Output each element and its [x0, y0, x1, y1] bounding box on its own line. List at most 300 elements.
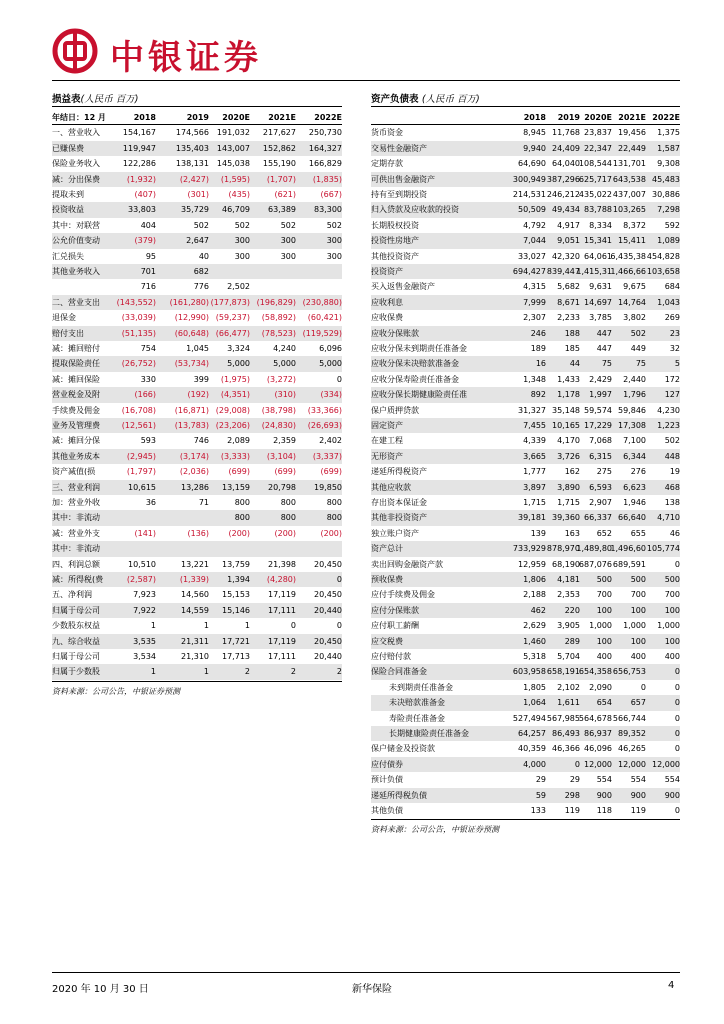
income-row-value: (161,280) [169, 297, 209, 307]
balance-row-value: 3,665 [523, 451, 546, 461]
balance-row-value: 139 [530, 528, 546, 538]
footer-divider [52, 972, 680, 973]
balance-table-row [371, 264, 680, 279]
balance-row-value: 83,788 [584, 205, 612, 215]
income-row-label: 二、营业支出 [52, 297, 100, 307]
balance-row-value: 700 [596, 590, 612, 600]
balance-row-value: 1,489,80 [576, 544, 612, 554]
balance-row-value: 7,068 [589, 436, 612, 446]
balance-table-row [371, 680, 680, 695]
balance-table-row [371, 541, 680, 556]
balance-row-value: 15,411 [618, 236, 646, 246]
income-row-label: 减：所得税(费 [52, 575, 104, 584]
balance-row-value: 566,744 [612, 713, 646, 723]
balance-table-row [371, 649, 680, 664]
income-row-value: 502 [326, 220, 342, 230]
income-row-value: 2 [290, 667, 296, 677]
income-source-note: 资料来源：公司公告，中银证券预测 [52, 686, 180, 696]
balance-table-row [371, 464, 680, 479]
balance-row-value: 447 [596, 344, 612, 353]
balance-row-value: 3,802 [623, 313, 646, 323]
balance-table-row [371, 187, 680, 202]
balance-row-value: 684 [664, 282, 680, 292]
balance-row-value: 454,828 [646, 251, 680, 261]
balance-row-value: 46,366 [552, 744, 580, 754]
balance-row-value: 689,591 [612, 559, 646, 569]
income-row-value: 152,862 [262, 143, 296, 153]
income-year-header: 2019 [186, 113, 209, 122]
income-table-row [52, 403, 342, 418]
income-row-value: (1,595) [220, 174, 250, 184]
income-row-value: 71 [198, 498, 209, 507]
balance-row-value: 500 [596, 575, 612, 584]
balance-row-value: 1,089 [657, 236, 680, 246]
income-table-row [52, 187, 342, 202]
balance-row-value: 42,320 [552, 251, 580, 261]
income-row-value: (16,871) [174, 405, 209, 415]
balance-row-value: 46,096 [584, 744, 612, 754]
income-row-value: 20,450 [314, 590, 342, 600]
income-row-value: 20,798 [268, 482, 296, 492]
income-row-label: 已赚保费 [52, 143, 84, 153]
income-row-value: 701 [140, 267, 156, 276]
balance-row-value: 162 [564, 467, 580, 477]
income-row-value: (334) [320, 390, 342, 400]
income-row-value: (51,135) [121, 328, 156, 338]
balance-row-value: 12,959 [518, 559, 546, 569]
income-row-value: (2,036) [179, 467, 209, 477]
income-row-value: 95 [145, 251, 156, 261]
balance-row-value: 500 [630, 575, 646, 584]
income-row-label: 归属于母公司 [52, 652, 100, 661]
income-row-value: 17,111 [268, 605, 296, 615]
income-row-value: 7,923 [133, 590, 156, 600]
balance-row-value: 839,447 [546, 267, 580, 276]
balance-row-value: 643,538 [612, 174, 646, 184]
balance-row-label: 应付赔付款 [371, 652, 411, 661]
income-row-label: 公允价值变动 [52, 236, 100, 246]
income-row-label: 其中：对联营 [52, 220, 100, 230]
income-table-row [52, 649, 342, 664]
income-row-value: 154,167 [122, 128, 156, 138]
income-row-value: 155,190 [262, 159, 296, 169]
income-table-row [52, 634, 342, 649]
income-row-value: (407) [134, 190, 156, 199]
balance-row-value: 86,937 [584, 729, 612, 738]
balance-row-value: 7,100 [623, 436, 646, 446]
balance-row-value: 1,587 [657, 143, 680, 153]
income-row-label: 五、净利润 [52, 590, 92, 600]
balance-row-value: 298 [564, 790, 580, 800]
balance-row-value: 2,429 [589, 374, 612, 384]
income-row-value: 5,000 [227, 359, 250, 369]
balance-row-value: 86,493 [552, 729, 580, 738]
balance-row-value: 11,768 [552, 128, 580, 138]
balance-row-label: 定期存款 [371, 159, 403, 169]
income-row-value: 135,403 [175, 143, 209, 153]
balance-table-row [371, 218, 680, 233]
income-row-value: 122,286 [122, 159, 156, 169]
income-row-value: 174,566 [175, 128, 209, 138]
income-row-value: (12,561) [121, 421, 156, 430]
balance-table-row [371, 788, 680, 803]
balance-row-label: 保户储金及投资款 [371, 744, 435, 754]
income-row-value: 164,327 [308, 143, 342, 153]
balance-row-value: 7,298 [657, 205, 680, 215]
income-row-label: 投资收益 [52, 205, 84, 215]
income-row-value: (2,945) [126, 451, 156, 461]
balance-row-value: 22,449 [618, 143, 646, 153]
balance-row-value: 1,806 [523, 575, 546, 584]
balance-row-value: 0 [574, 759, 580, 769]
balance-row-value: 32 [669, 344, 680, 353]
balance-row-value: 119 [630, 806, 646, 815]
balance-row-value: 502 [630, 328, 646, 338]
balance-row-value: 1,375 [657, 128, 680, 138]
income-row-value: (2,427) [179, 174, 209, 184]
income-row-label: 减：摊回保险 [52, 374, 100, 384]
balance-row-value: 4,000 [523, 759, 546, 769]
balance-row-value: 8,945 [523, 128, 546, 138]
balance-row-label: 长期健康险责任准备金 [389, 729, 469, 738]
income-row-value: (60,421) [307, 313, 342, 323]
income-row-value: 17,119 [268, 636, 296, 646]
income-row-value: 15,153 [222, 590, 250, 600]
balance-row-value: 189 [530, 344, 546, 353]
balance-row-value: 1,064 [523, 698, 546, 708]
balance-row-label: 其他非投资资产 [371, 513, 427, 523]
balance-row-value: 59,846 [618, 405, 646, 415]
income-row-value: (29,008) [215, 405, 250, 415]
income-row-value: 1,394 [227, 575, 250, 584]
income-row-label: 少数股东权益 [52, 621, 100, 631]
balance-row-label: 货币资金 [371, 128, 403, 138]
balance-row-value: 31,327 [518, 405, 546, 415]
income-table-row [52, 341, 342, 356]
income-row-value: 716 [140, 282, 156, 292]
income-row-value: 1 [203, 667, 209, 677]
balance-row-label: 应付分保账款 [371, 605, 419, 615]
income-row-value: 10,510 [128, 559, 156, 569]
balance-row-value: 400 [630, 652, 646, 661]
income-row-label: 其中：非流动 [52, 513, 100, 523]
income-table-row [52, 233, 342, 248]
footer-company: 新华保险 [352, 984, 392, 995]
balance-row-value: 502 [664, 436, 680, 446]
balance-row-label: 买入返售金融资产 [371, 282, 435, 292]
income-table-row [52, 172, 342, 187]
balance-row-value: 269 [664, 313, 680, 323]
balance-year-header: 2019 [557, 113, 580, 122]
income-row-value: 746 [193, 436, 209, 446]
income-row-label: 提取保险责任 [52, 359, 100, 369]
income-row-value: 14,559 [181, 605, 209, 615]
balance-row-value: 220 [564, 605, 580, 615]
balance-row-value: 131,701 [612, 159, 646, 169]
income-row-value: 300 [280, 251, 296, 261]
balance-row-value: 1,000 [623, 621, 646, 631]
income-row-value: (200) [228, 528, 250, 538]
income-title-rule [52, 106, 342, 107]
income-table-row [52, 295, 342, 310]
income-table-row [52, 418, 342, 433]
balance-row-value: 700 [664, 590, 680, 600]
balance-row-label: 应付债券 [371, 759, 403, 769]
balance-table-row [371, 295, 680, 310]
balance-row-value: 6,623 [623, 482, 646, 492]
income-row-value: (166) [134, 390, 156, 400]
income-row-value: 6,096 [319, 344, 342, 353]
balance-row-value: 0 [674, 729, 680, 738]
income-row-value: 35,729 [181, 205, 209, 215]
balance-table-row [371, 618, 680, 633]
balance-table-row [371, 741, 680, 756]
balance-row-value: 16 [535, 359, 546, 369]
balance-row-value: 1,777 [523, 467, 546, 477]
balance-row-value: 527,494 [512, 713, 546, 723]
balance-row-value: 46,265 [618, 744, 646, 754]
balance-row-value: 105,774 [646, 544, 680, 554]
income-row-value: (310) [274, 390, 296, 400]
balance-row-value: 3,726 [557, 451, 580, 461]
balance-row-value: 100 [596, 605, 612, 615]
balance-row-value: 564,678 [578, 713, 612, 723]
income-row-value: 776 [193, 282, 209, 292]
income-row-value: (699) [320, 467, 342, 477]
balance-row-value: 9,631 [589, 282, 612, 292]
balance-row-value: 2,629 [523, 621, 546, 631]
income-row-value: 21,398 [268, 559, 296, 569]
balance-row-value: 6,593 [589, 482, 612, 492]
balance-row-value: 24,409 [552, 143, 580, 153]
balance-table-row [371, 141, 680, 156]
balance-row-value: 64,040 [552, 159, 580, 169]
balance-row-value: 5,318 [523, 652, 546, 661]
income-row-label: 一、营业收入 [52, 128, 100, 138]
income-row-value: (136) [187, 528, 209, 538]
balance-row-value: 3,890 [557, 482, 580, 492]
income-table-row [52, 480, 342, 495]
balance-row-value: 658,191 [546, 667, 580, 677]
balance-row-label: 应收保费 [371, 313, 403, 323]
balance-row-value: 9,940 [523, 143, 546, 153]
balance-row-value: 687,076 [578, 559, 612, 569]
balance-row-value: 276 [630, 467, 646, 477]
income-row-value: 754 [140, 344, 156, 353]
income-row-value: 300 [234, 236, 250, 246]
balance-row-value: 75 [601, 359, 612, 369]
balance-row-value: 8,334 [589, 220, 612, 230]
income-row-value: 63,389 [268, 205, 296, 215]
balance-row-value: 127 [664, 390, 680, 400]
income-table-row [52, 279, 342, 294]
balance-row-value: 5,682 [557, 282, 580, 292]
balance-row-value: 2,102 [557, 682, 580, 692]
income-row-value: 13,759 [222, 559, 250, 569]
balance-row-value: 64,061 [584, 251, 612, 261]
income-row-value: 17,721 [222, 636, 250, 646]
balance-row-label: 交易性金融资产 [371, 143, 427, 153]
balance-table-row [371, 495, 680, 510]
income-row-label: 保险业务收入 [52, 159, 100, 169]
income-row-value: 5,000 [319, 359, 342, 369]
balance-table-row [371, 603, 680, 618]
income-table-row [52, 202, 342, 217]
income-row-value: (1,835) [312, 174, 342, 184]
income-table-row [52, 510, 342, 525]
balance-row-value: 1,223 [657, 421, 680, 430]
income-row-value: (119,529) [302, 328, 342, 338]
balance-row-value: 1,043 [657, 297, 680, 307]
balance-row-value: 1,348 [523, 374, 546, 384]
income-row-label: 资产减值(损 [52, 467, 96, 477]
balance-row-value: 554 [664, 775, 680, 785]
balance-table-row [371, 711, 680, 726]
income-row-value: 2,402 [319, 436, 342, 446]
balance-row-value: 4,792 [523, 220, 546, 230]
income-table-row [52, 572, 342, 587]
balance-row-value: 29 [569, 775, 580, 785]
income-row-value: (1,339) [179, 575, 209, 584]
balance-row-value: 5,704 [557, 652, 580, 661]
income-row-value: 1 [150, 667, 156, 677]
income-table-row [52, 218, 342, 233]
income-row-value: 0 [336, 621, 342, 631]
income-row-label: 营业税金及附 [52, 390, 100, 400]
income-row-value: 143,007 [216, 143, 250, 153]
balance-row-label: 应收分保未到期责任准备金 [371, 344, 467, 353]
income-row-value: 145,038 [216, 159, 250, 169]
balance-row-value: 103,265 [612, 205, 646, 215]
balance-row-value: 66,640 [618, 513, 646, 523]
balance-row-value: 100 [630, 605, 646, 615]
balance-row-value: 900 [630, 790, 646, 800]
income-row-value: 13,286 [181, 482, 209, 492]
balance-row-label: 应付职工薪酬 [371, 621, 419, 631]
balance-row-value: 300,949 [512, 174, 546, 184]
income-header-row [52, 110, 342, 125]
balance-row-value: 4,339 [523, 436, 546, 446]
balance-row-value: 7,044 [523, 236, 546, 246]
balance-table-row [371, 510, 680, 525]
income-row-value: 593 [140, 436, 156, 446]
balance-row-value: 15,341 [584, 236, 612, 246]
balance-table-row [371, 387, 680, 402]
income-row-value: (2,587) [126, 575, 156, 584]
balance-row-value: 30,886 [652, 190, 680, 199]
balance-row-value: 108,544 [578, 159, 612, 169]
balance-row-value: 64,690 [518, 159, 546, 169]
income-table-row [52, 433, 342, 448]
balance-row-value: 654 [596, 698, 612, 708]
income-row-value: (26,752) [121, 359, 156, 369]
income-row-value: (59,237) [215, 313, 250, 323]
income-row-value: 2 [336, 667, 342, 677]
balance-row-value: 2,233 [557, 313, 580, 323]
balance-row-value: 9,308 [657, 159, 680, 169]
income-row-value: 3,324 [227, 344, 250, 353]
income-row-label: 汇兑损失 [52, 251, 84, 261]
income-table-row [52, 249, 342, 264]
income-row-value: (177,873) [210, 297, 250, 307]
balance-table-row [371, 803, 680, 818]
income-row-value: (78,523) [261, 328, 296, 338]
balance-row-label: 未决赔款准备金 [389, 698, 445, 708]
income-row-value: 19,850 [314, 482, 342, 492]
balance-row-value: 654,358 [578, 667, 612, 677]
balance-row-value: 100 [664, 605, 680, 615]
income-row-label: 赔付支出 [52, 328, 84, 338]
balance-row-value: 22,347 [584, 143, 612, 153]
income-row-value: (667) [320, 190, 342, 199]
balance-row-label: 保户质押贷款 [371, 405, 419, 415]
income-row-value: (1,797) [126, 467, 156, 477]
income-table-row [52, 495, 342, 510]
balance-row-value: 214,531 [512, 190, 546, 199]
balance-table-row [371, 233, 680, 248]
balance-row-value: 0 [674, 698, 680, 708]
balance-row-value: 4,181 [557, 575, 580, 584]
income-row-value: (3,333) [220, 451, 250, 461]
balance-header-row [371, 110, 680, 125]
balance-row-label: 独立账户资产 [371, 528, 419, 538]
balance-row-label: 应收分保长期健康险责任准 [371, 390, 467, 400]
income-row-label: 其中：非流动 [52, 544, 100, 554]
income-row-value: 17,111 [268, 652, 296, 661]
balance-row-value: 400 [664, 652, 680, 661]
income-row-value: 330 [140, 374, 156, 384]
income-row-value: 800 [326, 498, 342, 507]
income-row-label: 减：营业外支 [52, 528, 100, 538]
balance-table-row [371, 156, 680, 171]
income-row-value: 800 [234, 513, 250, 523]
income-row-label: 三、营业利润 [52, 482, 100, 492]
balance-row-value: 89,352 [618, 729, 646, 738]
balance-table-row [371, 726, 680, 741]
income-row-value: 800 [234, 498, 250, 507]
balance-row-value: 554 [630, 775, 646, 785]
balance-row-value: 1,433 [557, 374, 580, 384]
income-table-row [52, 541, 342, 556]
income-row-label: 手续费及佣金 [52, 405, 100, 415]
balance-row-value: 35,148 [552, 405, 580, 415]
income-row-value: 3,535 [133, 636, 156, 646]
balance-table-row [371, 449, 680, 464]
income-row-value: 502 [280, 220, 296, 230]
balance-row-value: 1,796 [623, 390, 646, 400]
income-row-value: (4,280) [266, 575, 296, 584]
balance-row-value: 4,710 [657, 513, 680, 523]
income-row-label: 其他业务成本 [52, 451, 100, 461]
balance-row-value: 50,509 [518, 205, 546, 215]
income-row-value: (699) [274, 467, 296, 477]
income-row-value: 5,000 [273, 359, 296, 369]
balance-year-header: 2018 [523, 113, 546, 122]
income-table-row [52, 156, 342, 171]
income-row-value: 1 [203, 621, 209, 631]
income-row-value: (13,783) [174, 421, 209, 430]
balance-row-value: 1,715 [557, 498, 580, 507]
balance-table-row [371, 695, 680, 710]
balance-row-value: 100 [630, 636, 646, 646]
income-row-value: 0 [290, 621, 296, 631]
income-row-value: 2,647 [186, 236, 209, 246]
balance-row-label: 固定资产 [371, 421, 403, 430]
balance-row-label: 递延所得税资产 [371, 467, 427, 477]
balance-row-value: 23 [669, 328, 680, 338]
income-row-value: (3,337) [312, 451, 342, 461]
income-row-value: 166,829 [308, 159, 342, 169]
